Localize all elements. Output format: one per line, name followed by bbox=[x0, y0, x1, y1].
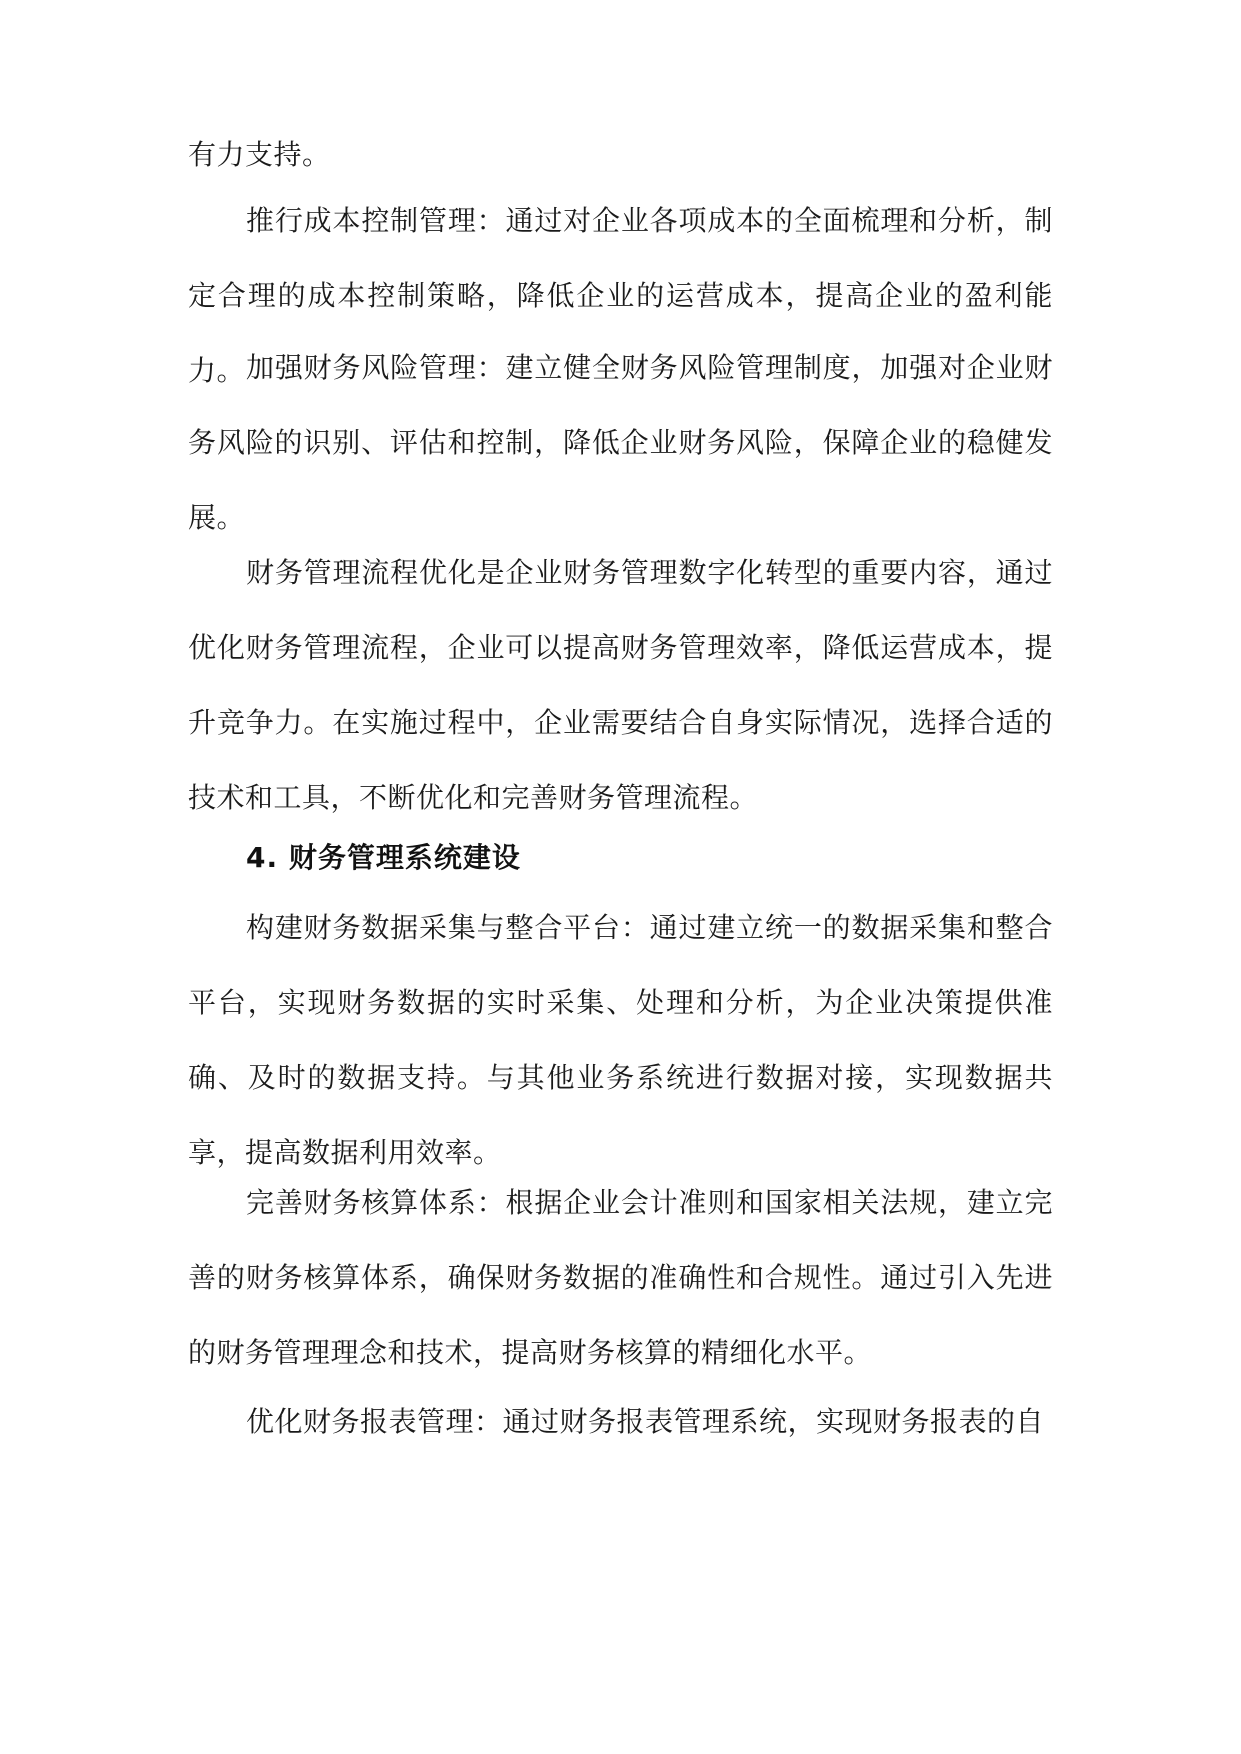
paragraph-risk-management: 加强财务风险管理：建立健全财务风险管理制度，加强对企业财务风险的识别、评估和控制，降低企业财务风险，保障企业的稳健发展。 bbox=[188, 351, 1053, 534]
paragraph-process-optimization: 财务管理流程优化是企业财务管理数字化转型的重要内容，通过优化财务管理流程，企业可以提高财务管理效率，降低运营成本，提升竞争力。在实施过程中，企业需要结合自身实际情况，选择合适的技术和工具，不断优化和完善财务管理流程。 bbox=[188, 556, 1053, 814]
paragraph-data-platform: 构建财务数据采集与整合平台：通过建立统一的数据采集和整合平台，实现财务数据的实时采集、处理和分析，为企业决策提供准确、及时的数据支持。与其他业务系统进行数据对接，实现数据共享，提高数据利用效率。 bbox=[188, 911, 1053, 1169]
paragraph-continuation: 有力支持。 bbox=[188, 138, 331, 171]
paragraph-cost-control: 推行成本控制管理：通过对企业各项成本的全面梳理和分析，制定合理的成本控制策略，降低企业的运营成本，提高企业的盈利能力。 bbox=[188, 204, 1053, 387]
paragraph-accounting-system: 完善财务核算体系：根据企业会计准则和国家相关法规，建立完善的财务核算体系，确保财务数据的准确性和合规性。通过引入先进的财务管理理念和技术，提高财务核算的精细化水平。 bbox=[188, 1186, 1053, 1369]
paragraph-report-management: 优化财务报表管理：通过财务报表管理系统，实现财务报表的自 bbox=[246, 1405, 1045, 1438]
section-heading: 4. 财务管理系统建设 bbox=[246, 841, 521, 874]
